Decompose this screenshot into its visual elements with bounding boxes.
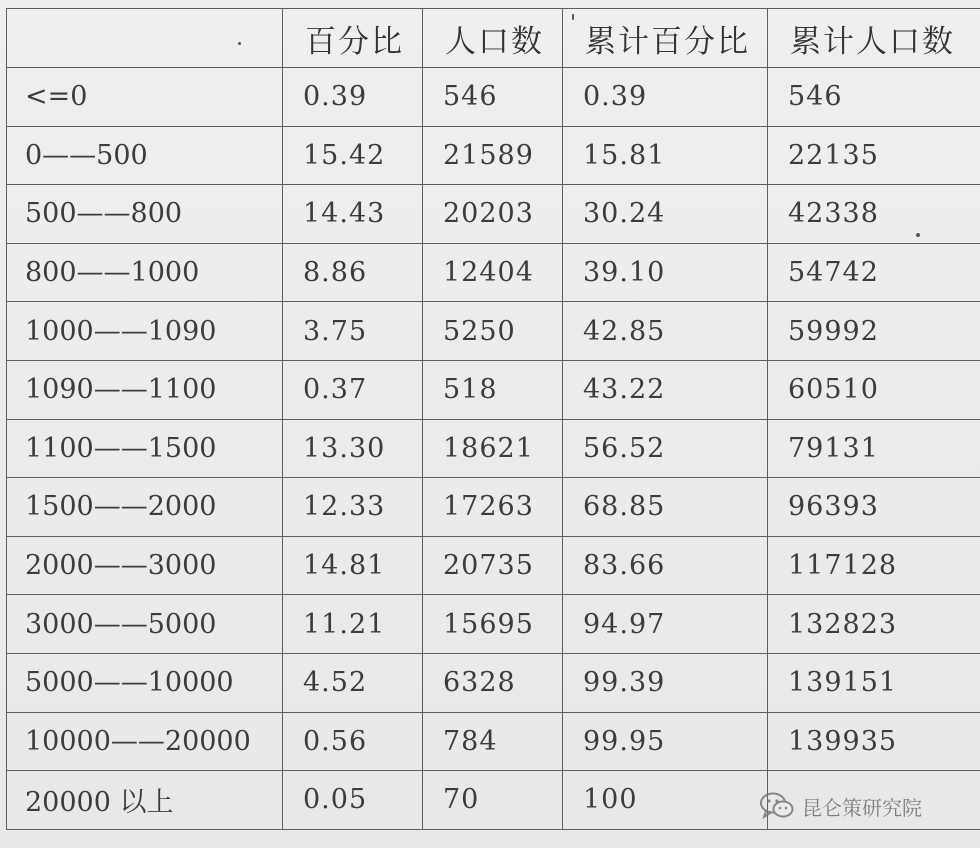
range-cell: 800——1000 bbox=[7, 243, 283, 302]
percent-cell: 4.52 bbox=[283, 653, 423, 712]
percent-cell: 11.21 bbox=[283, 595, 423, 654]
percent-cell: 14.43 bbox=[283, 185, 423, 244]
percent-cell: 14.81 bbox=[283, 536, 423, 595]
range-cell: 1090——1100 bbox=[7, 360, 283, 419]
percent-cell: 8.86 bbox=[283, 243, 423, 302]
percent-cell: 13.30 bbox=[283, 419, 423, 478]
table-body bbox=[7, 68, 980, 830]
paper-speck bbox=[238, 42, 241, 45]
population-cell: 70 bbox=[423, 771, 563, 830]
table-row bbox=[7, 595, 980, 654]
table-row bbox=[7, 68, 980, 127]
range-cell: <=0 bbox=[7, 68, 283, 127]
table-header-row bbox=[7, 9, 980, 68]
cumulative-percent-cell: 30.24 bbox=[563, 185, 768, 244]
population-cell: 518 bbox=[423, 360, 563, 419]
cumulative-percent-cell: 99.39 bbox=[563, 653, 768, 712]
cumulative-population-cell: 59992 bbox=[768, 302, 980, 361]
population-cell: 5250 bbox=[423, 302, 563, 361]
table-row bbox=[7, 243, 980, 302]
population-cell: 15695 bbox=[423, 595, 563, 654]
range-cell: 20000 以上 bbox=[7, 771, 283, 830]
cumulative-population-cell: 139151 bbox=[768, 653, 980, 712]
population-cell: 12404 bbox=[423, 243, 563, 302]
cumulative-population-cell: 79131 bbox=[768, 419, 980, 478]
table-row bbox=[7, 478, 980, 537]
cumulative-percent-cell: 56.52 bbox=[563, 419, 768, 478]
paper-speck bbox=[916, 233, 920, 237]
table-row bbox=[7, 653, 980, 712]
paper-speck bbox=[572, 14, 574, 20]
table-row bbox=[7, 185, 980, 244]
population-cell: 20735 bbox=[423, 536, 563, 595]
cumulative-population-cell: 132823 bbox=[768, 595, 980, 654]
cumulative-percent-cell: 0.39 bbox=[563, 68, 768, 127]
cumulative-percent-cell: 68.85 bbox=[563, 478, 768, 537]
cumulative-percent-cell: 39.10 bbox=[563, 243, 768, 302]
range-cell: 0——500 bbox=[7, 126, 283, 185]
cumulative-percent-cell: 94.97 bbox=[563, 595, 768, 654]
percent-cell: 15.42 bbox=[283, 126, 423, 185]
cumulative-population-cell: 139935 bbox=[768, 712, 980, 771]
range-cell: 3000——5000 bbox=[7, 595, 283, 654]
range-cell: 5000——10000 bbox=[7, 653, 283, 712]
header-cumulative-population: 累计人口数 bbox=[768, 9, 980, 68]
percent-cell: 0.56 bbox=[283, 712, 423, 771]
cumulative-percent-cell: 42.85 bbox=[563, 302, 768, 361]
population-distribution-table bbox=[6, 8, 980, 830]
cumulative-population-cell: 22135 bbox=[768, 126, 980, 185]
cumulative-population-cell: 96393 bbox=[768, 478, 980, 537]
percent-cell: 0.05 bbox=[283, 771, 423, 830]
table-row bbox=[7, 126, 980, 185]
population-cell: 20203 bbox=[423, 185, 563, 244]
cumulative-population-cell: 60510 bbox=[768, 360, 980, 419]
range-cell: 1100——1500 bbox=[7, 419, 283, 478]
wechat-icon bbox=[760, 792, 794, 820]
percent-cell: 12.33 bbox=[283, 478, 423, 537]
header-percent: 百分比 bbox=[283, 9, 423, 68]
watermark-text: 昆仑策研究院 bbox=[802, 795, 922, 820]
table-row bbox=[7, 302, 980, 361]
population-cell: 546 bbox=[423, 68, 563, 127]
header-population: 人口数 bbox=[423, 9, 563, 68]
cumulative-population-cell: 117128 bbox=[768, 536, 980, 595]
cumulative-population-cell: 546 bbox=[768, 68, 980, 127]
cumulative-percent-cell: 43.22 bbox=[563, 360, 768, 419]
header-blank bbox=[7, 9, 283, 68]
population-cell: 18621 bbox=[423, 419, 563, 478]
percent-cell: 0.37 bbox=[283, 360, 423, 419]
range-cell: 1500——2000 bbox=[7, 478, 283, 537]
cumulative-percent-cell: 15.81 bbox=[563, 126, 768, 185]
cumulative-population-cell: 54742 bbox=[768, 243, 980, 302]
population-cell: 784 bbox=[423, 712, 563, 771]
cumulative-population-cell: 42338 bbox=[768, 185, 980, 244]
cumulative-percent-cell: 83.66 bbox=[563, 536, 768, 595]
watermark bbox=[760, 790, 922, 822]
table-row bbox=[7, 712, 980, 771]
cumulative-percent-cell: 100 bbox=[563, 771, 768, 830]
table-row bbox=[7, 360, 980, 419]
range-cell: 2000——3000 bbox=[7, 536, 283, 595]
population-cell: 6328 bbox=[423, 653, 563, 712]
range-cell: 10000——20000 bbox=[7, 712, 283, 771]
table-row bbox=[7, 536, 980, 595]
percent-cell: 3.75 bbox=[283, 302, 423, 361]
range-cell: 500——800 bbox=[7, 185, 283, 244]
population-cell: 21589 bbox=[423, 126, 563, 185]
range-cell: 1000——1090 bbox=[7, 302, 283, 361]
percent-cell: 0.39 bbox=[283, 68, 423, 127]
cumulative-percent-cell: 99.95 bbox=[563, 712, 768, 771]
population-cell: 17263 bbox=[423, 478, 563, 537]
table-row bbox=[7, 419, 980, 478]
header-cumulative-percent: 累计百分比 bbox=[563, 9, 768, 68]
